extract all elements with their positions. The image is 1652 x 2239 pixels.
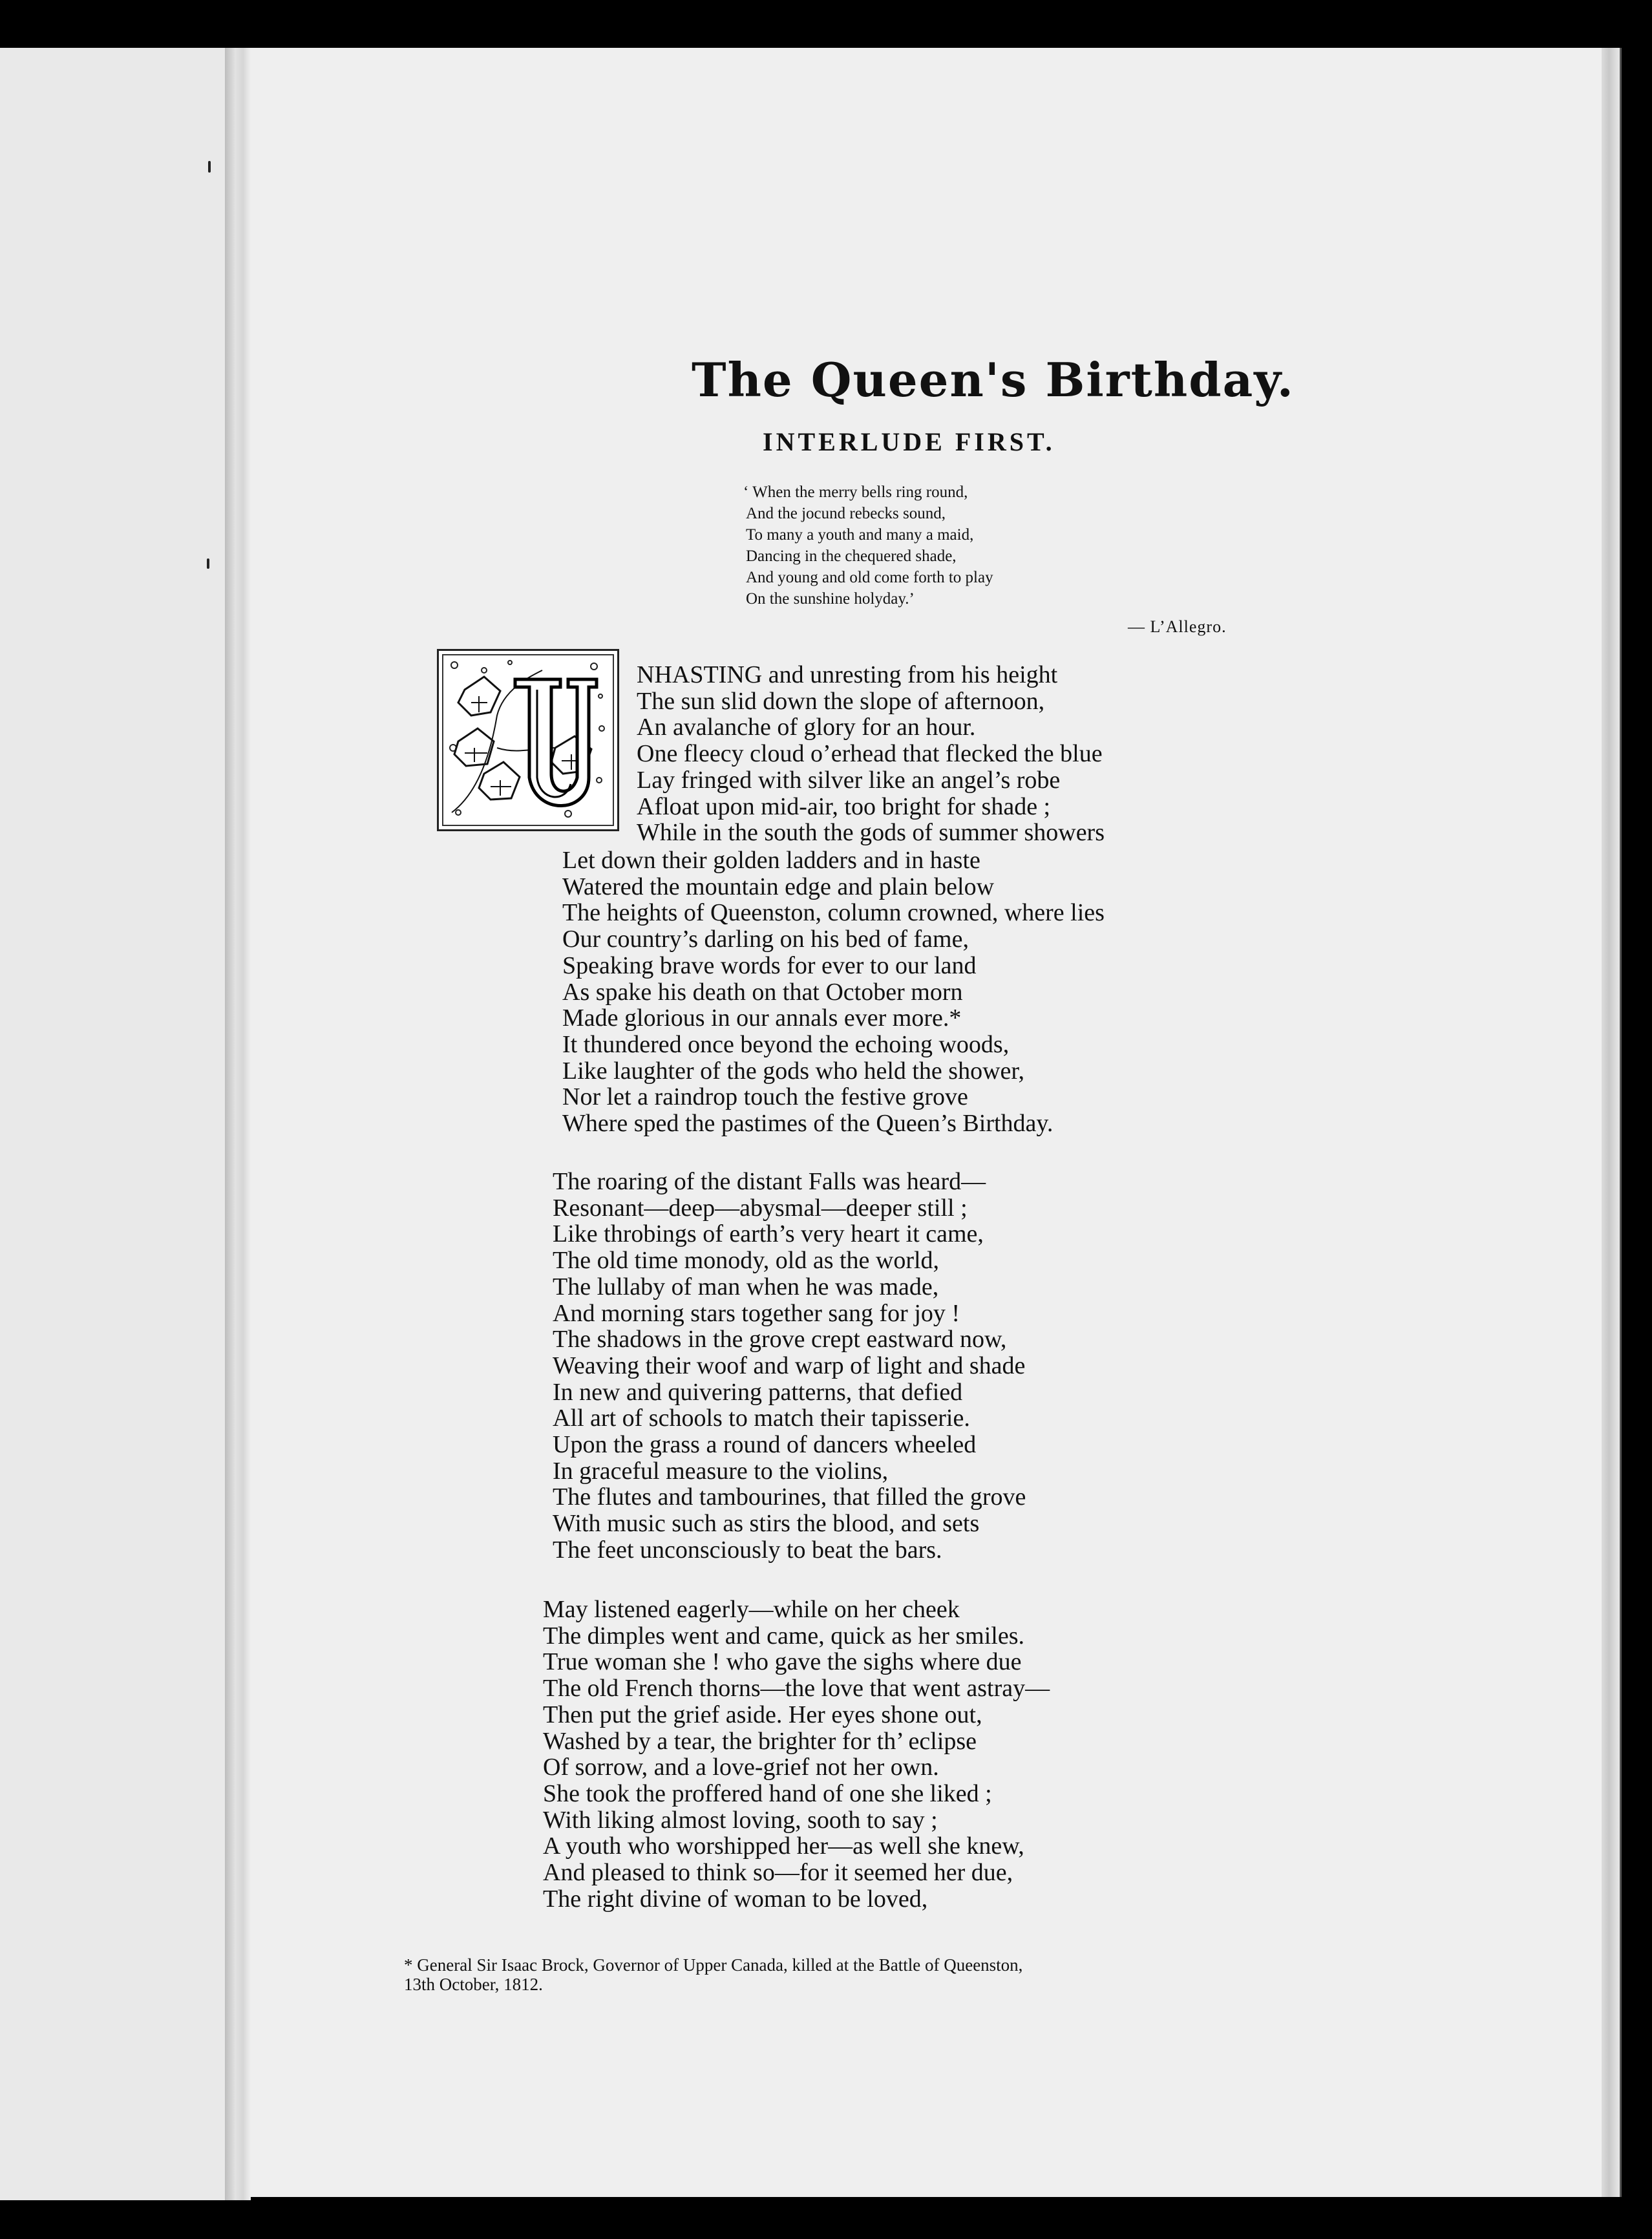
verse-line: The roaring of the distant Falls was heard— <box>553 1168 986 1195</box>
verse-line: The old French thorns—the love that went astray— <box>543 1675 1050 1703</box>
verse-line: May listened eagerly—while on her cheek <box>543 1596 960 1623</box>
verse-line: A youth who worshipped her—as well she knew, <box>543 1832 1024 1860</box>
epigraph-line: And young and old come forth to play <box>746 569 993 586</box>
verse-line: And pleased to think so—for it seemed her due, <box>543 1859 1013 1887</box>
stanza-one <box>562 847 1105 1137</box>
verse-line: Upon the grass a round of dancers wheeled <box>553 1431 977 1459</box>
verse-line: Weaving their woof and warp of light and shade <box>553 1352 1026 1379</box>
verse-line: Then put the grief aside. Her eyes shone out, <box>543 1701 982 1728</box>
epigraph-line: On the sunshine holyday.’ <box>746 590 915 608</box>
verse-line: One fleecy cloud o’erhead that flecked the blue <box>637 740 1103 768</box>
epigraph-line: And the jocund rebecks sound, <box>746 505 946 522</box>
verse-line: The dimples went and came, quick as her smiles. <box>543 1622 1025 1650</box>
verse-line: The lullaby of man when he was made, <box>553 1273 939 1300</box>
epigraph-source: — L’Allegro. <box>1128 617 1227 636</box>
verse-line: Resonant—deep—abysmal—deeper still ; <box>553 1194 968 1222</box>
book-gutter <box>225 48 251 2200</box>
stanza-one-dropcap-lines <box>637 662 1105 846</box>
verse-line: An avalanche of glory for an hour. <box>637 714 976 741</box>
verse-line: Afloat upon mid-air, too bright for shade ; <box>637 792 1051 820</box>
verse-line: It thundered once beyond the echoing woods, <box>562 1030 1010 1058</box>
margin-mark <box>207 558 209 569</box>
verse-line: Like throbings of earth’s very heart it came, <box>553 1220 984 1248</box>
ivy-ornament-icon <box>439 651 617 829</box>
verse-line: True woman she ! who gave the sighs where due <box>543 1648 1022 1676</box>
epigraph-line: ‘ When the merry bells ring round, <box>743 483 968 501</box>
epigraph-line: To many a youth and many a maid, <box>746 526 974 544</box>
verse-line: All art of schools to match their tapisserie. <box>553 1405 970 1432</box>
verse-line: The shadows in the grove crept eastward now, <box>553 1326 1007 1353</box>
verse-line: With liking almost loving, sooth to say ; <box>543 1806 938 1834</box>
verse-line: NHASTING and unresting from his height <box>637 661 1058 688</box>
verse-line: Made glorious in our annals ever more.* <box>562 1004 962 1032</box>
verse-line: While in the south the gods of summer showers <box>637 819 1105 847</box>
epigraph <box>743 482 993 610</box>
epigraph-line: Dancing in the chequered shade, <box>746 547 957 565</box>
verse-line: Washed by a tear, the brighter for th’ eclipse <box>543 1727 977 1755</box>
verse-line: Let down their golden ladders and in haste <box>562 847 980 874</box>
verse-line: The sun slid down the slope of afternoon, <box>637 687 1045 715</box>
verse-line: Where sped the pastimes of the Queen’s Birthday. <box>562 1110 1054 1138</box>
verse-line: She took the proffered hand of one she liked ; <box>543 1779 992 1807</box>
footnote <box>404 1955 1022 1994</box>
stanza-three <box>543 1597 1050 1912</box>
page-edge <box>1602 48 1622 2197</box>
verse-line: The old time monody, old as the world, <box>553 1247 940 1275</box>
verse-line: The right divine of woman to be loved, <box>543 1885 928 1913</box>
verse-line: In new and quivering patterns, that defied <box>553 1378 963 1406</box>
verse-line: Nor let a raindrop touch the festive grove <box>562 1083 968 1111</box>
verse-line: Our country’s darling on his bed of fame, <box>562 926 969 953</box>
poem-title: The Queen's Birthday. <box>692 352 1295 407</box>
verse-line: Of sorrow, and a love-grief not her own. <box>543 1754 939 1781</box>
footnote-line: 13th October, 1812. <box>404 1975 543 1994</box>
verse-line: In graceful measure to the violins, <box>553 1457 889 1485</box>
verse-line: The heights of Queenston, column crowned, where lies <box>562 899 1105 927</box>
footnote-line: * General Sir Isaac Brock, Governor of Upper Canada, killed at the Battle of Queenston, <box>404 1955 1023 1975</box>
left-page <box>0 48 225 2200</box>
margin-mark <box>208 161 211 173</box>
verse-line: Like laughter of the gods who held the shower, <box>562 1057 1025 1085</box>
verse-line: As spake his death on that October morn <box>562 978 963 1006</box>
verse-line: Speaking brave words for ever to our land <box>562 951 977 979</box>
ornamental-drop-cap <box>437 649 619 831</box>
verse-line: With music such as stirs the blood, and sets <box>553 1510 980 1538</box>
interlude-heading: INTERLUDE FIRST. <box>763 427 1055 456</box>
stanza-two <box>553 1169 1026 1564</box>
verse-line: The flutes and tambourines, that filled the grove <box>553 1483 1026 1511</box>
verse-line: The feet unconsciously to beat the bars. <box>553 1536 942 1564</box>
verse-line: And morning stars together sang for joy ! <box>553 1299 960 1327</box>
verse-line: Watered the mountain edge and plain below <box>562 873 995 900</box>
verse-line: Lay fringed with silver like an angel’s robe <box>637 766 1061 794</box>
